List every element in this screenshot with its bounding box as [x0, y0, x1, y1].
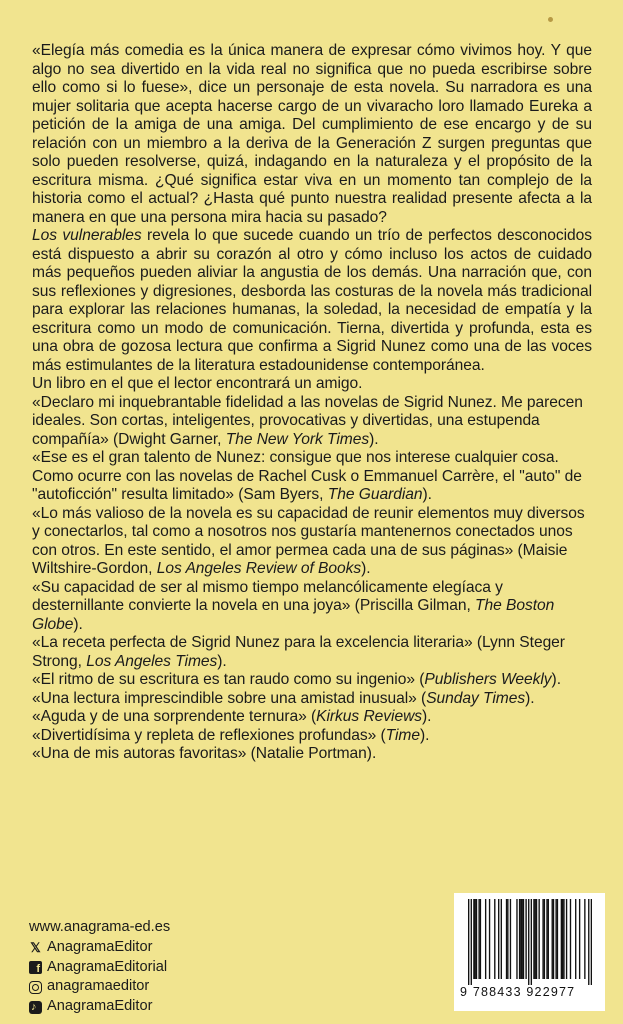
- x-link[interactable]: 𝕏 AnagramaEditor: [30, 938, 153, 956]
- barcode-bar: [557, 899, 558, 979]
- barcode-bar: [566, 899, 567, 979]
- tiktok-icon: [29, 1001, 42, 1014]
- review-source: Los Angeles Times: [86, 652, 218, 670]
- barcode-bar: [563, 899, 564, 979]
- description-text: revela lo que sucede cuando un trío de perfectos desconocidos está dispuesto a abrir su corazón al otro y cómo incluso los actos de cuidado más pequeños pueden aliviar la angustia de los demás. Una narración que, con sus reflexiones y digresiones, desborda las costuras de la novela más tradicional para explorar las relaciones humanas, la soledad, la necesidad de empatía y la escritura como un modo de comunicación. Tierna, divertida y profunda, esta es una obra de gozosa lectura que confirma a Sigrid Nunez como una de las voces más estimulantes de la literatura estadounidense contemporánea.: [32, 227, 593, 374]
- review-quote: «Divertidísima y repleta de reflexiones profundas» (Time).: [32, 726, 430, 744]
- synopsis-closing: Un libro en el que el lector encontrará un amigo.: [32, 375, 363, 392]
- review-source: The Boston Globe: [32, 597, 555, 633]
- review-quote: «Una lectura imprescindible sobre una amistad inusual» (Sunday Times).: [32, 689, 535, 707]
- review-quote: «La receta perfecta de Sigrid Nunez para la excelencia literaria» (Lynn Steger Strong, Los Angeles Times).: [32, 634, 565, 670]
- barcode-bar: [546, 899, 547, 979]
- instagram-link[interactable]: anagramaeditor: [29, 977, 170, 997]
- corner-mark: [548, 17, 553, 22]
- barcode-bar: [501, 899, 502, 979]
- review-quote: «Su capacidad de ser al mismo tiempo melancólicamente elegíaca y desternillante convierte la novela en una joya» (Priscilla Gilman, The Boston Globe).: [32, 578, 555, 633]
- barcode-bar: [519, 899, 520, 979]
- barcode-bar: [584, 899, 585, 979]
- barcode-bar: [531, 899, 532, 985]
- instagram-icon: [29, 981, 42, 994]
- x-icon: 𝕏: [30, 940, 41, 956]
- barcode-bar: [485, 899, 486, 979]
- barcode-bar: [525, 899, 526, 979]
- barcode-bar: [533, 899, 534, 979]
- review-source: Kirkus Reviews: [316, 708, 423, 725]
- barcode-bar: [522, 899, 523, 979]
- barcode-bar: [489, 899, 490, 979]
- barcode-bar: [542, 899, 543, 979]
- barcode-bar: [575, 899, 576, 979]
- barcode-bar: [478, 899, 479, 979]
- barcode-bar: [475, 899, 476, 979]
- review-source: Publishers Weekly: [424, 671, 552, 688]
- review-source: Time: [385, 726, 420, 744]
- barcode: [454, 893, 605, 1011]
- barcode-bar: [506, 899, 507, 979]
- barcode-bar: [536, 899, 537, 979]
- barcode-bar: [579, 899, 580, 979]
- review-source: Sunday Times: [426, 689, 526, 707]
- barcode-bar: [591, 899, 592, 985]
- barcode-bar: [555, 899, 556, 979]
- review-quote: «Una de mis autoras favoritas» (Natalie Portman).: [32, 745, 377, 762]
- review-quote: «Ese es el gran talento de Nunez: consigue que nos interese cualquier cosa. Como ocurre con las novelas de Rachel Cusk o Emmanuel Carrère, el "auto" de "autoficción" resulta limitado» (Sam Byers, The Guardian).: [32, 449, 582, 503]
- review-source: The Guardian: [327, 486, 423, 503]
- review-quote: «Lo más valioso de la novela es su capacidad de reunir elementos muy diversos y conectarlos, tal como a nosotros nos gustaría mantenernos conectados unos con otros. En este sentido, el amor permea cada una de sus páginas» (Maisie Wiltshire-Gordon, Los Angeles Review of Books).: [32, 504, 585, 577]
- barcode-bar: [553, 899, 554, 979]
- barcode-bar: [520, 899, 521, 979]
- barcode-bar: [561, 899, 562, 979]
- barcode-bars: [468, 899, 592, 985]
- barcode-bar: [471, 899, 472, 985]
- barcode-bar: [528, 899, 529, 985]
- barcode-bar: [476, 899, 477, 979]
- barcode-bar: [552, 899, 553, 979]
- barcode-bar: [535, 899, 536, 979]
- barcode-bar: [480, 899, 481, 979]
- book-title: Los vulnerables: [32, 227, 142, 244]
- review-source: The New York Times: [225, 430, 370, 448]
- barcode-bar: [494, 899, 495, 979]
- tiktok-link[interactable]: ♪ AnagramaEditor: [29, 997, 170, 1017]
- review-source: Los Angeles Review of Books: [156, 560, 362, 577]
- barcode-bar: [548, 899, 549, 979]
- facebook-icon: [29, 961, 42, 974]
- barcode-bar: [473, 899, 474, 979]
- isbn-number: 9 788433 922977: [460, 985, 576, 999]
- barcode-bar: [498, 899, 499, 979]
- review-quote: «El ritmo de su escritura es tan raudo como su ingenio» (Publishers Weekly).: [32, 671, 561, 688]
- back-cover-text: [32, 42, 592, 764]
- barcode-bar: [523, 899, 524, 979]
- barcode-bar: [562, 899, 563, 979]
- barcode-bar: [588, 899, 589, 985]
- barcode-bar: [544, 899, 545, 979]
- publisher-contacts: [29, 918, 170, 1017]
- facebook-link[interactable]: f AnagramaEditorial: [29, 958, 170, 978]
- barcode-bar: [538, 899, 539, 979]
- barcode-bar: [570, 899, 571, 979]
- synopsis-intro: «Elegía más comedia es la única manera de expresar cómo vivimos hoy. Y que algo no sea divertido en la vida real no significa que no pueda escribirse sobre ello como si lo fuese», dice un personaje de esta novela. Su narradora es una mujer solitaria que acepta hacerse cargo de un vivaracho loro llamado Eureka a petición de la amiga de una amiga. Del cumplimiento de ese encargo y de su relación con un miembro a la deriva de la Generación Z surgen preguntas que solo pueden resolverse, quizá, indagando en la naturaleza y el propósito de la escritura misma. ¿Qué significa estar viva en un momento tan complejo de la historia como el actual? ¿Hasta qué punto nuestra realidad presente afecta a la manera en que una persona mira hacia su pasado?: [32, 42, 592, 226]
- review-quote: «Aguda y de una sorprendente ternura» (Kirkus Reviews).: [32, 708, 432, 725]
- barcode-bar: [507, 899, 508, 979]
- review-quote: «Declaro mi inquebrantable fidelidad a las novelas de Sigrid Nunez. Me parecen ideales. Son cortas, inteligentes, provocativas y divertidas, una estupenda compañía» (Dwight Garner, The New York Times).: [32, 393, 583, 448]
- barcode-bar: [468, 899, 469, 985]
- barcode-bar: [516, 899, 517, 979]
- barcode-bar: [510, 899, 511, 979]
- synopsis-description: [32, 227, 592, 375]
- website-link[interactable]: www.anagrama-ed.es: [29, 919, 171, 935]
